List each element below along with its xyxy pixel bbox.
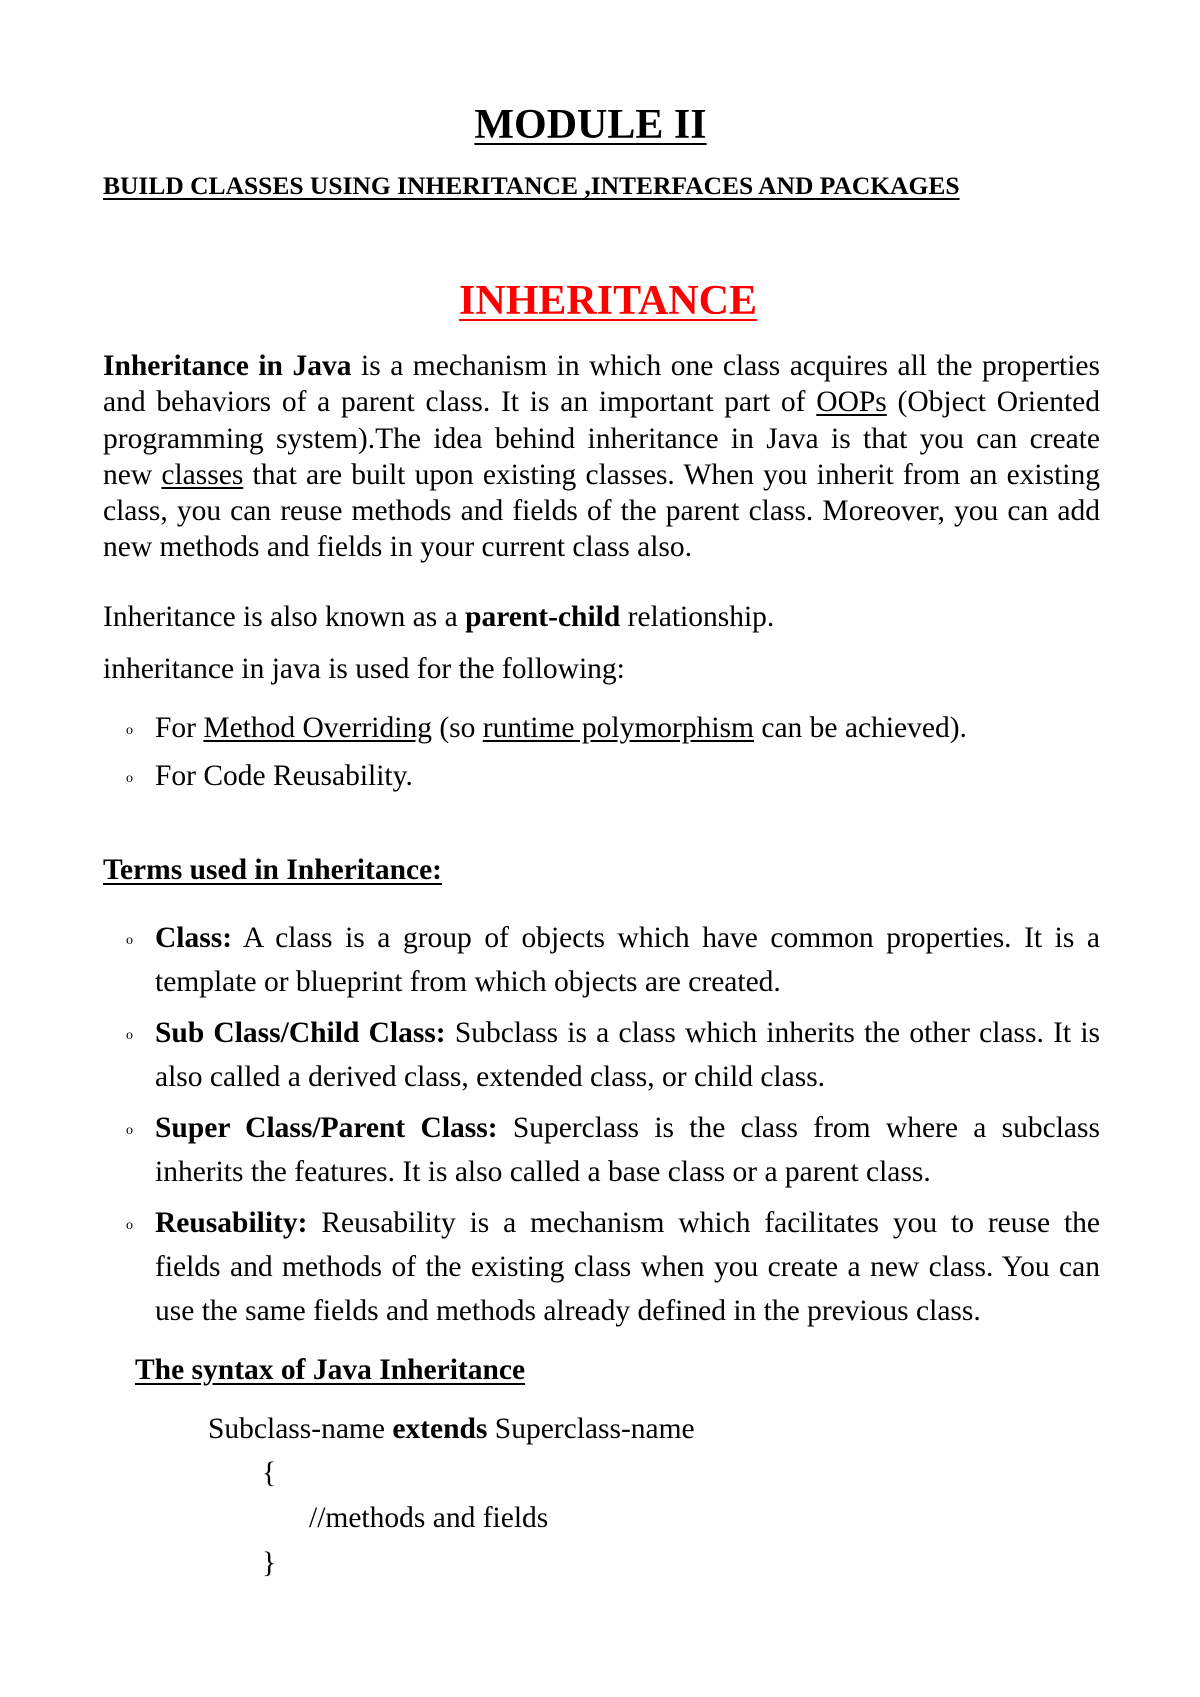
uses-item1-prefix: For [155, 712, 204, 744]
method-overriding-link[interactable]: Method Overriding [203, 712, 432, 744]
syntax-close-brace: } [262, 1547, 277, 1579]
syntax-open-brace: { [262, 1457, 277, 1489]
term-label: Class: [155, 922, 233, 954]
relationship-sentence [103, 600, 774, 635]
oops-link[interactable]: OOPs [816, 386, 887, 419]
module-title: MODULE II [474, 102, 707, 148]
syntax-superclass: Superclass-name [487, 1413, 695, 1445]
uses-item2: For Code Reusability. [155, 760, 413, 792]
syntax-extends-keyword: extends [392, 1413, 488, 1445]
intro-text-3: that are built upon existing classes. When you inherit from an existing class, you can reuse methods and fields of the parent class. Moreover, you can add new methods and fields in your current class also. [103, 458, 1100, 564]
list-item [103, 1201, 1100, 1333]
terms-heading: Terms used in Inheritance: [103, 854, 442, 886]
bullet-circle-icon: o [126, 1218, 133, 1233]
intro-text-2: (Object Oriented programming system).The idea behind inheritance in Java is that you can create new [103, 386, 1100, 491]
term-definition: Reusability is a mechanism which facilitates you to reuse the fields and methods of the existing class when you create a new class. You can use the same fields and methods already defined in the previous class. [155, 1207, 1100, 1327]
bullet-circle-icon: o [126, 723, 133, 738]
runtime-polymorphism-link[interactable]: runtime polymorphism [482, 712, 754, 744]
uses-item1-middle: (so [431, 712, 483, 744]
term-label: Sub Class/Child Class: [155, 1017, 446, 1049]
relationship-suffix: relationship. [620, 601, 775, 633]
bullet-circle-icon: o [126, 771, 133, 786]
section-title-inheritance: INHERITANCE [459, 278, 757, 324]
term-label: Reusability: [155, 1207, 308, 1239]
syntax-heading: The syntax of Java Inheritance [135, 1354, 526, 1386]
uses-item1-suffix: can be achieved). [753, 712, 967, 744]
bullet-circle-icon: o [126, 1028, 133, 1043]
terms-list [103, 916, 1100, 1333]
list-item [103, 1011, 1100, 1099]
list-item [103, 704, 1100, 752]
relationship-bold: parent-child [465, 601, 621, 633]
list-item [103, 1106, 1100, 1194]
term-label: Super Class/Parent Class: [155, 1112, 498, 1144]
intro-text-1: is a mechanism in which one class acquires all the properties and behaviors of a parent class. It is an important part of [103, 350, 1101, 419]
term-definition: Superclass is the class from where a subclass inherits the features. It is also called a base class or a parent class. [155, 1112, 1100, 1188]
module-subtitle: BUILD CLASSES USING INHERITANCE ,INTERFACES AND PACKAGES [103, 171, 960, 200]
intro-paragraph [103, 348, 1100, 566]
classes-link[interactable]: classes [161, 458, 244, 491]
uses-list [103, 704, 1100, 800]
syntax-subclass: Subclass-name [208, 1413, 393, 1445]
list-item [103, 916, 1100, 1004]
intro-lead-bold: Inheritance in Java [103, 350, 352, 382]
relationship-prefix: Inheritance is also known as a [103, 601, 466, 633]
syntax-declaration [208, 1412, 695, 1447]
term-definition: Subclass is a class which inherits the other class. It is also called a derived class, extended class, or child class. [155, 1017, 1100, 1093]
list-item [103, 752, 1100, 800]
bullet-circle-icon: o [126, 1123, 133, 1138]
uses-intro: inheritance in java is used for the following: [103, 653, 625, 685]
syntax-body-comment: //methods and fields [309, 1502, 549, 1534]
bullet-circle-icon: o [126, 933, 133, 948]
term-definition: A class is a group of objects which have common properties. It is a template or blueprint from which objects are created. [155, 922, 1100, 998]
